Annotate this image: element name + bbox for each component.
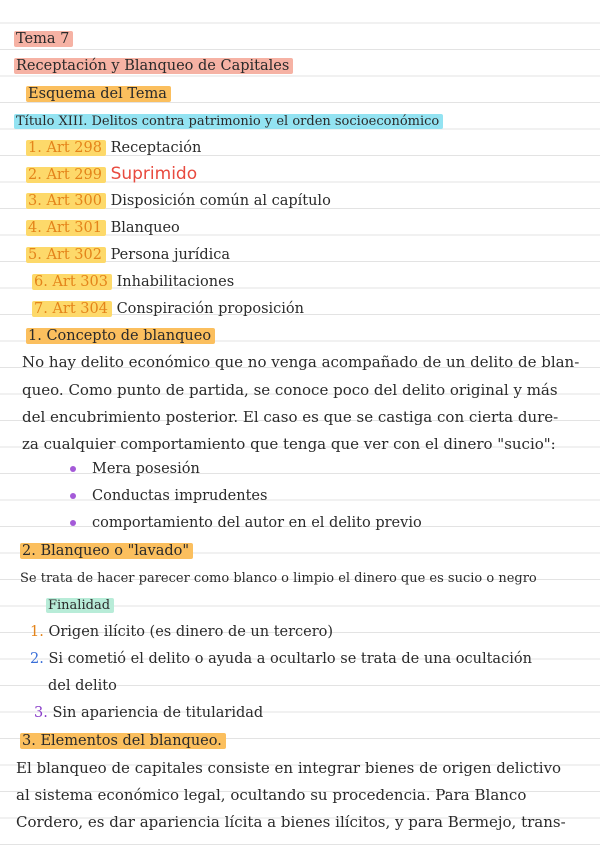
finalidad-label: Finalidad [46,596,114,616]
section3-heading: 3. Elementos del blanqueo. [20,731,226,751]
article-desc: Conspiración proposición [116,301,304,317]
section1-line: del encubrimiento posterior. El caso es que se castiga con cierta dure- [22,408,559,426]
finalidad-item [34,703,263,723]
bullet-dot-icon [70,520,76,526]
finalidad-item-cont: del delito [48,678,117,694]
titulo-line: Título XIII. Delitos contra patrimonio y el orden socioeconómico [14,112,443,132]
section1-line: za cualquier comportamiento que tenga que ver con el dinero "sucio": [22,435,556,453]
finalidad-item [30,649,532,669]
article-number: 4. Art 301 [26,220,106,236]
article-desc: Blanqueo [110,220,180,236]
article-number: 5. Art 302 [26,247,106,263]
section2-heading: 2. Blanqueo o "lavado" [20,541,193,561]
article-item [26,191,331,211]
article-desc: Disposición común al capítulo [110,193,331,209]
article-item [26,245,230,265]
section3-line: al sistema económico legal, ocultando su procedencia. Para Blanco [16,786,527,804]
article-number: 2. Art 299 [26,167,106,183]
section2-text: Se trata de hacer parecer como blanco o limpio el dinero que es sucio o negro [20,571,537,586]
section1-line: No hay delito económico que no venga acompañado de un delito de blan- [22,353,580,371]
article-item [26,138,201,158]
article-item [32,272,234,292]
article-number: 1. Art 298 [26,140,106,156]
article-number: 3. Art 300 [26,193,106,209]
item-text: Si cometió el delito o ayuda a ocultarlo se trata de una ocultación [48,651,532,667]
item-number: 1. [30,624,44,640]
item-text: Sin apariencia de titularidad [52,705,264,721]
finalidad-item [30,622,333,642]
section1-line: queo. Como punto de partida, se conoce poco del delito original y más [22,381,558,399]
bullet-dot-icon [70,493,76,499]
tema-heading: Tema 7 [14,29,73,49]
article-item [26,218,180,238]
article-number: 6. Art 303 [32,274,112,290]
bullet-item: comportamiento del autor en el delito previo [70,513,422,533]
article-desc: Persona jurídica [110,247,231,263]
esquema-heading: Esquema del Tema [26,84,171,104]
article-desc: Inhabilitaciones [116,274,235,290]
article-item [26,164,197,185]
bullet-item: Conductas imprudentes [70,486,267,506]
article-item [32,299,304,319]
bullet-item: Mera posesión [70,459,200,479]
section1-heading: 1. Concepto de blanqueo [26,326,215,346]
item-number: 2. [30,651,44,667]
item-number: 3. [34,705,48,721]
article-desc: Suprimido [110,164,198,184]
article-number: 7. Art 304 [32,301,112,317]
section3-line: Cordero, es dar apariencia lícita a bienes ilícitos, y para Bermejo, trans- [16,813,566,831]
article-desc: Receptación [110,140,202,156]
item-text: Origen ilícito (es dinero de un tercero) [48,624,334,640]
page-title: Receptación y Blanqueo de Capitales [14,56,293,76]
bullet-dot-icon [70,466,76,472]
section3-line: El blanqueo de capitales consiste en integrar bienes de origen delictivo [16,759,562,777]
